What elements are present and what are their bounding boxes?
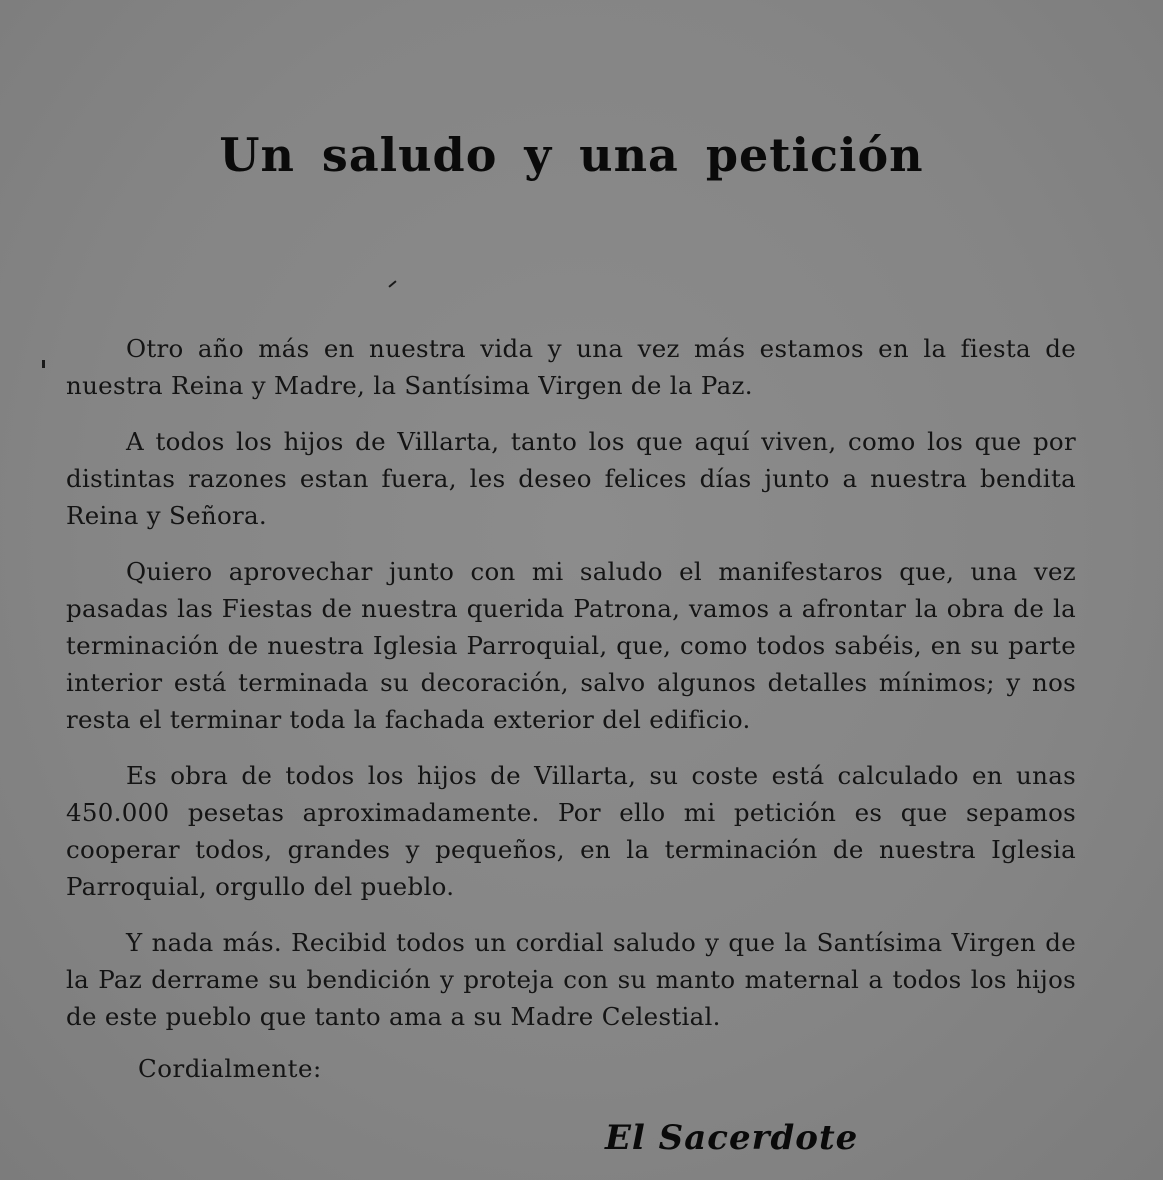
ink-speck <box>388 280 396 287</box>
letter-body <box>66 330 1076 1054</box>
paragraph-5: Y nada más. Recibid todos un cordial saludo y que la Santísima Virgen de la Paz derrame su bendición y proteja con su manto maternal a todos los hijos de este pueblo que tanto ama a su Madre Celestial. <box>66 928 1076 1031</box>
paragraph-1: Otro año más en nuestra vida y una vez más estamos en la fiesta de nuestra Reina y Madre, la Santísima Virgen de la Paz. <box>66 334 1076 400</box>
closing-salutation: Cordialmente: <box>138 1054 322 1083</box>
signature: El Sacerdote <box>605 1118 859 1158</box>
paragraph-3: Quiero aprovechar junto con mi saludo el manifestaros que, una vez pasadas las Fiestas de nuestra querida Patrona, vamos a afrontar la obra de la terminación de nuestra Iglesia Parroquial, que, como todos sabéis, en su parte interior está terminada su decoración, salvo algunos detalles mínimos; y nos resta el terminar toda la fachada exterior del edificio. <box>66 557 1076 734</box>
paragraph-2: A todos los hijos de Villarta, tanto los que aquí viven, como los que por distintas razones estan fuera, les deseo felices días junto a nuestra bendita Reina y Señora. <box>66 427 1076 530</box>
ink-speck <box>42 360 45 368</box>
paragraph-4: Es obra de todos los hijos de Villarta, su coste está calculado en unas 450.000 pesetas aproximadamente. Por ello mi petición es que sepamos cooperar todos, grandes y pequeños, en la terminación de nuestra Iglesia Parroquial, orgullo del pueblo. <box>66 761 1076 901</box>
page-title: Un saludo y una petición <box>219 128 924 182</box>
